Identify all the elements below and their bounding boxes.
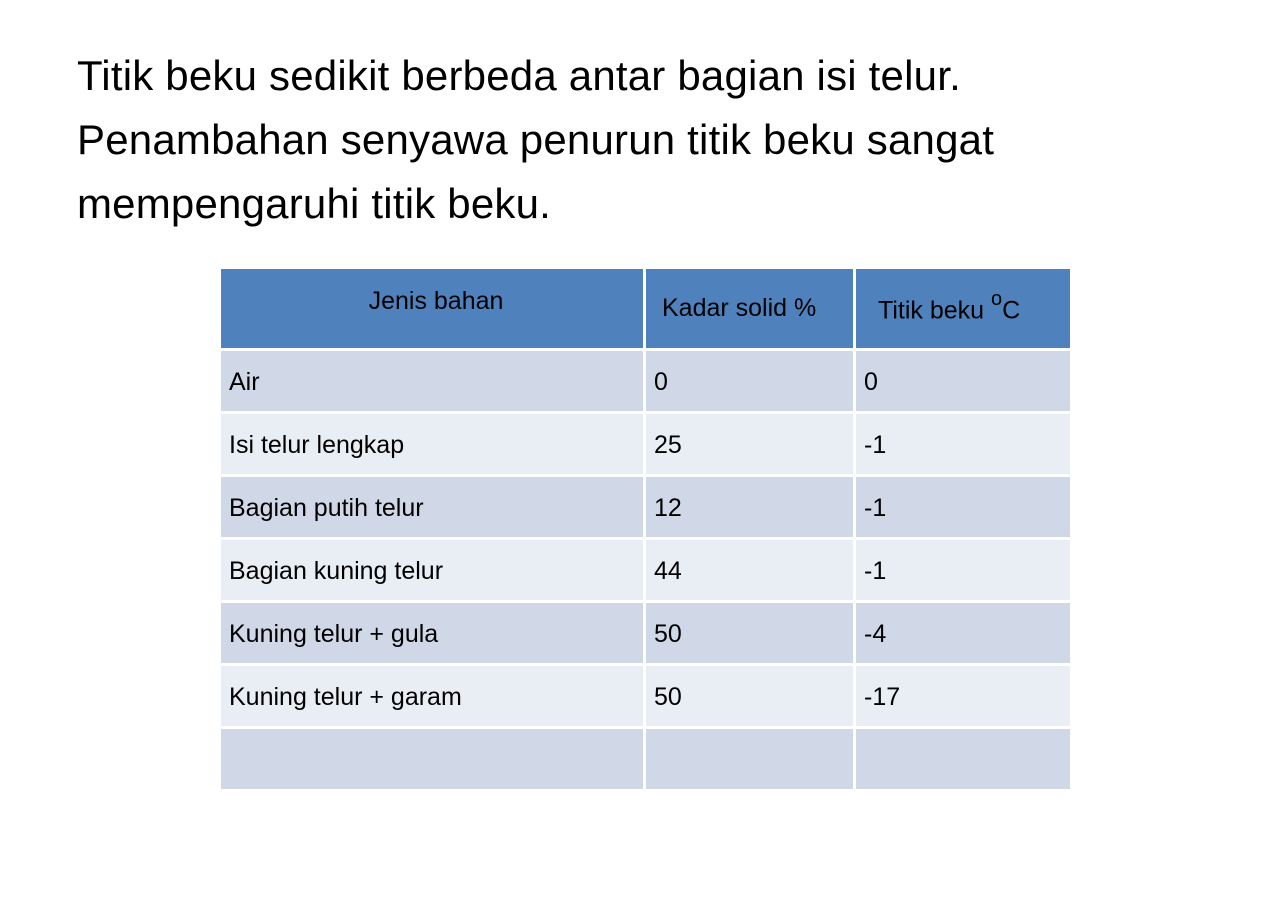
cell-titik-beku: 0 [855,350,1072,413]
freezing-point-table [218,266,1073,792]
cell-titik-beku: -17 [855,665,1072,728]
title-line-3: mempengaruhi titik beku. [77,180,552,227]
title-line-1: Titik beku sedikit berbeda antar bagian isi telur. [77,52,961,99]
cell-kadar-solid: 12 [645,476,855,539]
table-row [220,350,1072,413]
cell-jenis-bahan: Bagian kuning telur [220,539,645,602]
header-jenis-bahan: Jenis bahan [220,268,645,350]
cell-jenis-bahan: Isi telur lengkap [220,413,645,476]
cell-kadar-solid: 50 [645,602,855,665]
cell-kadar-solid [645,728,855,791]
cell-kadar-solid: 50 [645,665,855,728]
table-row [220,476,1072,539]
header-kadar-solid: Kadar solid % [645,268,855,350]
title-line-2: Penambahan senyawa penurun titik beku sangat [77,116,995,163]
cell-kadar-solid: 25 [645,413,855,476]
cell-jenis-bahan: Kuning telur + garam [220,665,645,728]
degree-symbol: o [991,287,1003,310]
header-titik-beku-label: Titik beku [878,296,992,325]
table-row [220,665,1072,728]
table-row [220,413,1072,476]
cell-jenis-bahan: Kuning telur + gula [220,602,645,665]
cell-kadar-solid: 44 [645,539,855,602]
table-row [220,539,1072,602]
header-titik-beku-unit: C [1002,296,1021,325]
cell-kadar-solid: 0 [645,350,855,413]
cell-titik-beku [855,728,1072,791]
cell-titik-beku: -1 [855,413,1072,476]
cell-titik-beku: -1 [855,539,1072,602]
table-header-row [220,268,1072,350]
slide-title [77,44,1227,236]
cell-jenis-bahan: Air [220,350,645,413]
cell-jenis-bahan [220,728,645,791]
cell-titik-beku: -1 [855,476,1072,539]
table-row-empty [220,728,1072,791]
cell-jenis-bahan: Bagian putih telur [220,476,645,539]
table-row [220,602,1072,665]
cell-titik-beku: -4 [855,602,1072,665]
header-titik-beku [855,268,1072,350]
